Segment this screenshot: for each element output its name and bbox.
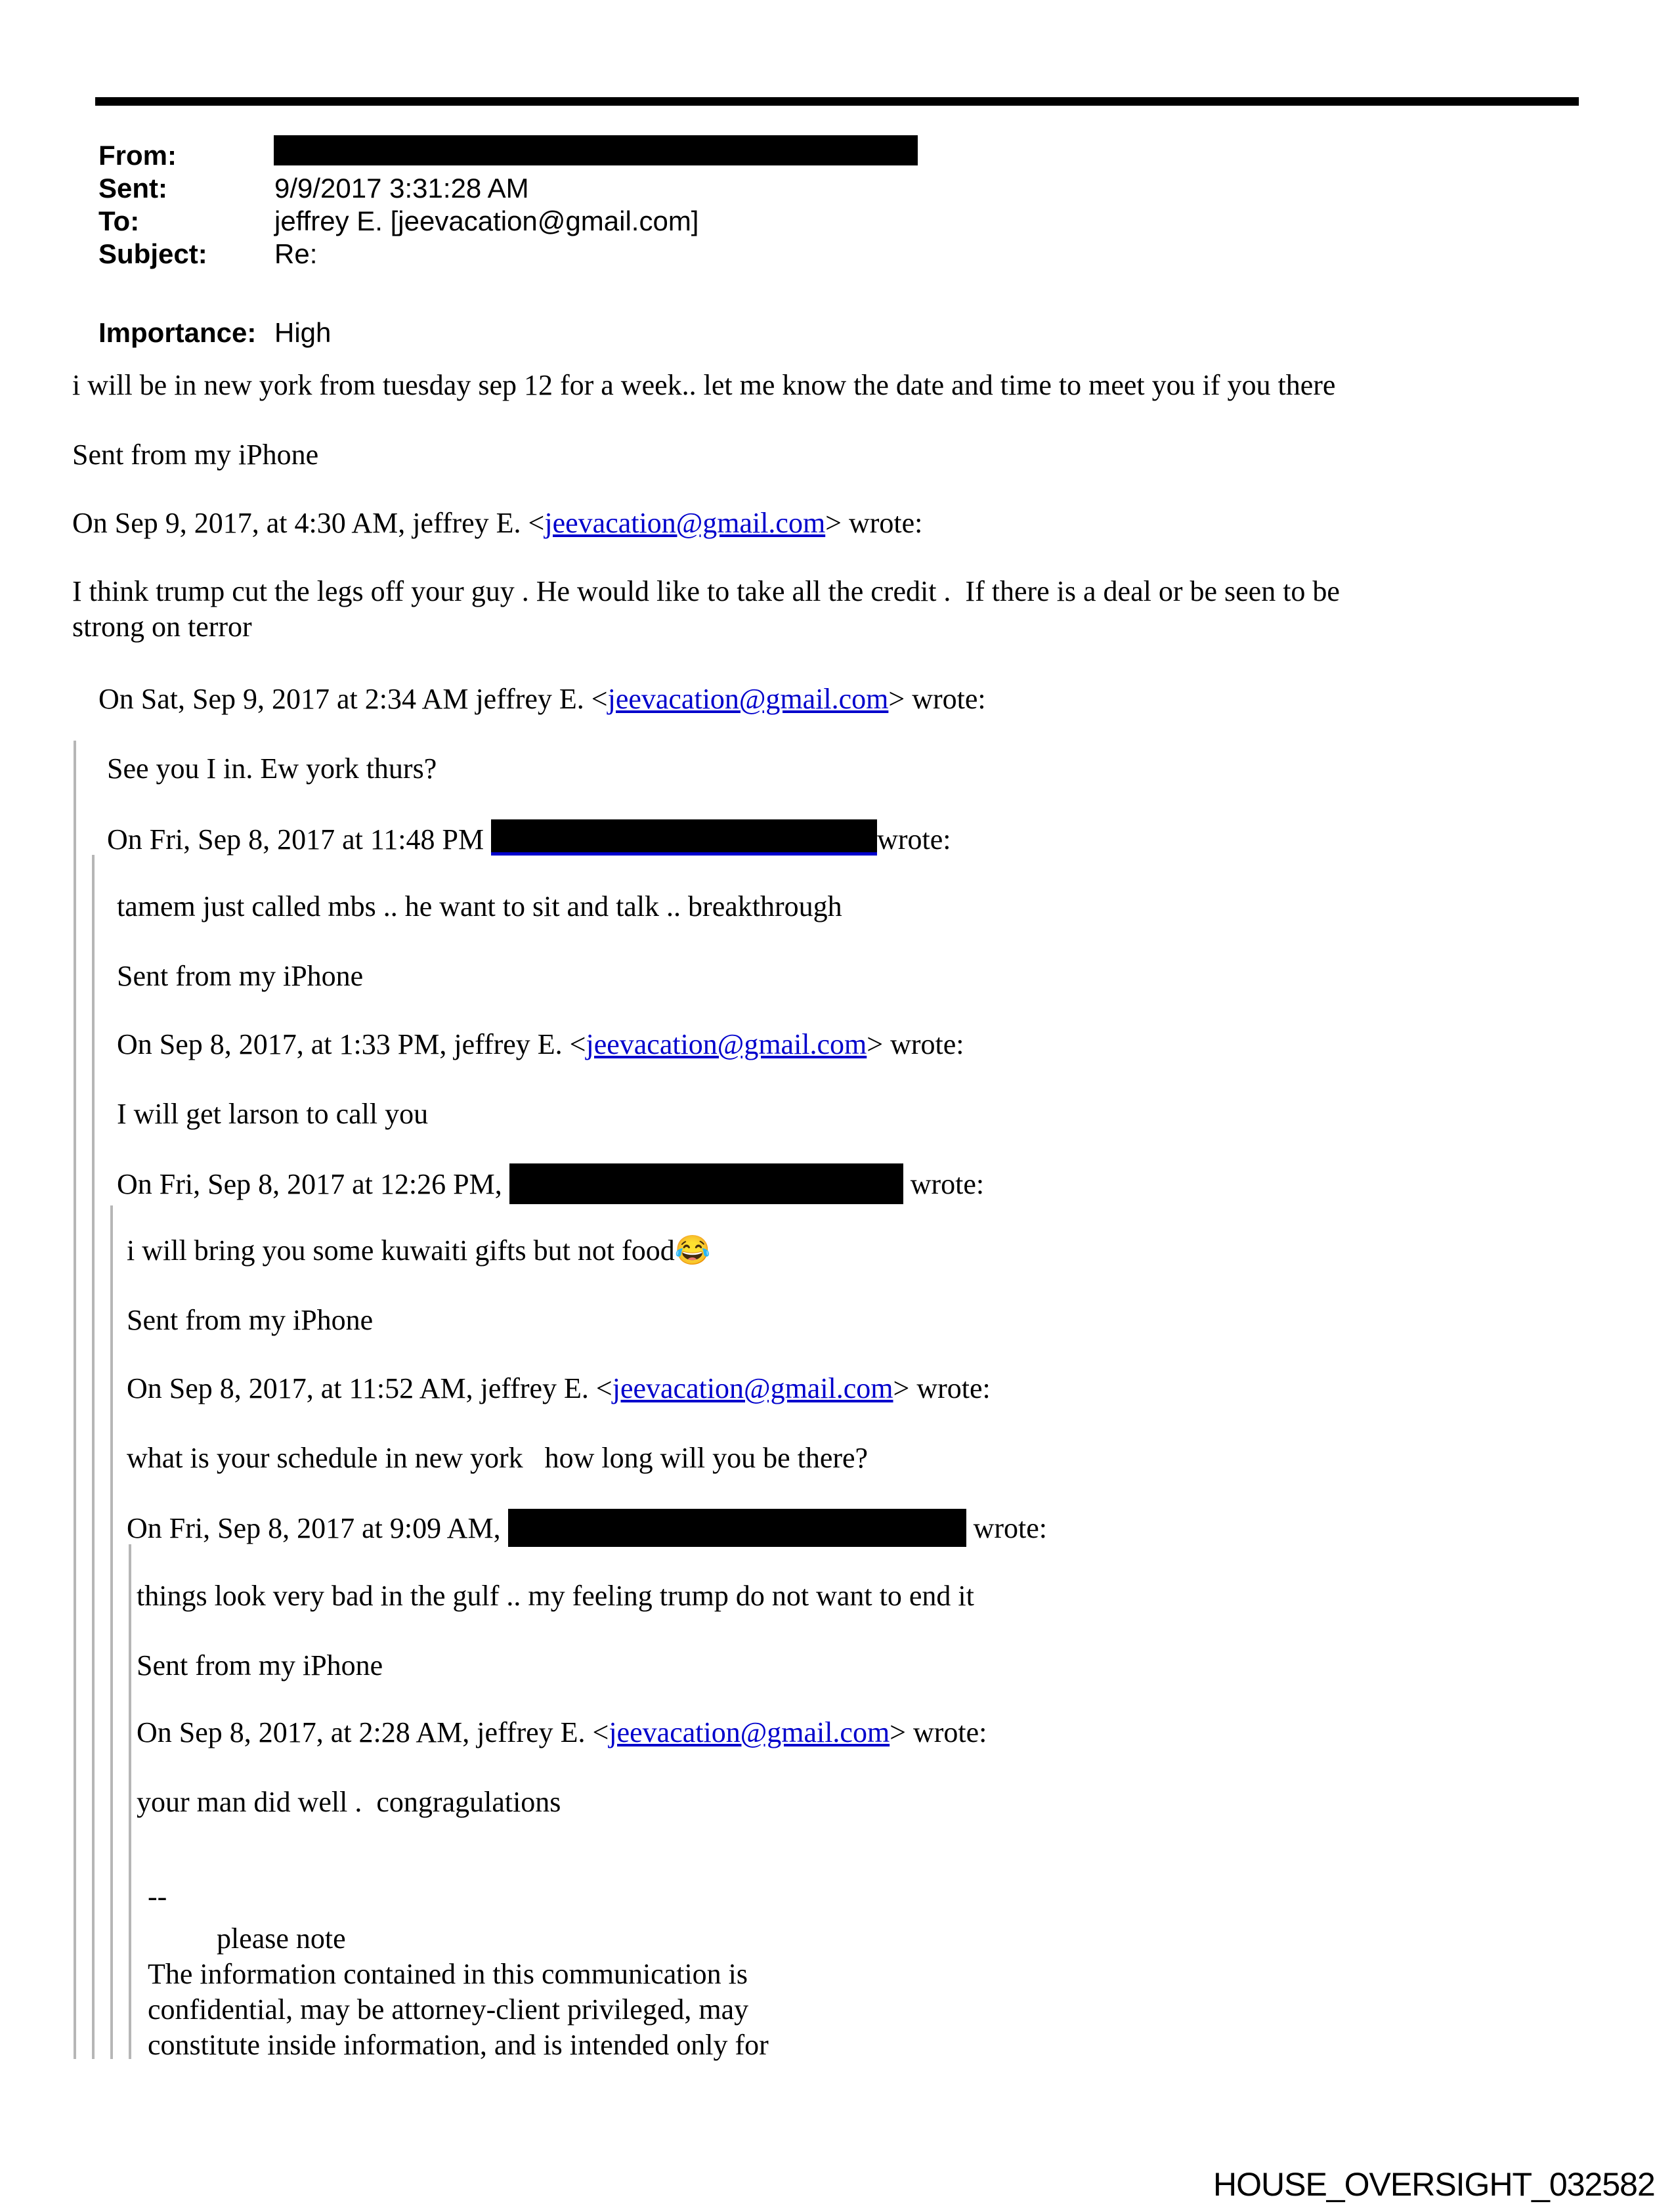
to-label: To: <box>98 206 140 236</box>
quote-header-1226pm <box>117 1163 984 1204</box>
quote-indent-line-2 <box>92 855 95 2059</box>
body-paragraph: i will be in new york from tuesday sep 12 for a week.. let me know the date and time to meet you if you there <box>72 369 1336 401</box>
wrote-label: wrote: <box>910 1168 985 1200</box>
body-paragraph: tamem just called mbs .. he want to sit and talk .. breakthrough <box>117 890 842 922</box>
wrote-label: wrote: <box>973 1512 1047 1544</box>
wrote-suffix: > wrote: <box>888 683 986 715</box>
email-link[interactable]: jeevacation@gmail.com <box>612 1372 893 1404</box>
quote-header-234am <box>98 682 986 717</box>
subject-label: Subject: <box>98 238 207 269</box>
signature-line: please note <box>217 1922 346 1955</box>
quote-header-1152am <box>127 1371 991 1406</box>
bates-number: HOUSE_OVERSIGHT_032582 <box>1213 2166 1655 2203</box>
header-divider <box>95 97 1579 106</box>
quote-indent-line-4 <box>129 1544 131 2059</box>
quote-header-prefix: On Fri, Sep 8, 2017 at 9:09 AM, <box>127 1512 508 1544</box>
body-paragraph: See you I in. Ew york thurs? <box>107 752 437 785</box>
wrote-suffix: > wrote: <box>867 1028 964 1060</box>
sent-label: Sent: <box>98 173 167 204</box>
sent-from-iphone: Sent from my iPhone <box>137 1649 383 1681</box>
quote-header-133pm <box>117 1027 964 1062</box>
wrote-label <box>966 1512 974 1544</box>
redaction-bar <box>508 1509 966 1547</box>
redaction-bar-from <box>274 135 918 165</box>
quote-header-prefix: On Sep 9, 2017, at 4:30 AM, jeffrey E. < <box>72 507 545 539</box>
body-paragraph: things look very bad in the gulf .. my feeling trump do not want to end it <box>137 1580 974 1612</box>
signature-line: confidential, may be attorney-client privileged, may <box>148 1993 749 2026</box>
sent-from-iphone: Sent from my iPhone <box>117 960 364 992</box>
quote-indent-line-3 <box>110 1205 113 2059</box>
body-paragraph: strong on terror <box>72 611 252 643</box>
signature-line: The information contained in this communication is <box>148 1958 748 1990</box>
signature-line: constitute inside information, and is intended only for <box>148 2029 769 2061</box>
email-link[interactable]: jeevacation@gmail.com <box>607 683 889 715</box>
wrote-label <box>903 1168 911 1200</box>
email-link[interactable]: jeevacation@gmail.com <box>544 507 826 539</box>
to-value: jeffrey E. [jeevacation@gmail.com] <box>274 206 699 236</box>
wrote-suffix: > wrote: <box>890 1716 987 1748</box>
body-paragraph: I will get larson to call you <box>117 1098 429 1130</box>
quote-header-prefix: On Sep 8, 2017, at 2:28 AM, jeffrey E. < <box>137 1716 609 1748</box>
email-link[interactable]: jeevacation@gmail.com <box>586 1028 867 1060</box>
body-paragraph: I think trump cut the legs off your guy . He would like to take all the credit . If there is a deal or be seen to be <box>72 575 1340 607</box>
quote-header-430am <box>72 506 922 541</box>
wrote-label: wrote: <box>877 823 951 856</box>
sent-from-iphone: Sent from my iPhone <box>72 439 319 471</box>
importance-label: Importance: <box>98 317 257 348</box>
signature-dashes: -- <box>148 1880 167 1913</box>
wrote-suffix: > wrote: <box>825 507 923 539</box>
quote-header-909am <box>127 1509 1047 1547</box>
email-link[interactable]: jeevacation@gmail.com <box>609 1716 890 1748</box>
subject-value: Re: <box>274 238 318 269</box>
quote-header-prefix: On Fri, Sep 8, 2017 at 12:26 PM, <box>117 1168 509 1200</box>
body-paragraph: what is your schedule in new york how long will you be there? <box>127 1442 869 1474</box>
sent-value: 9/9/2017 3:31:28 AM <box>274 173 529 204</box>
quote-header-1148pm <box>107 819 951 857</box>
redaction-bar <box>509 1163 903 1204</box>
body-paragraph: your man did well . congragulations <box>137 1786 561 1818</box>
from-label: From: <box>98 140 177 171</box>
redaction-bar <box>491 819 877 856</box>
wrote-suffix: > wrote: <box>893 1372 991 1404</box>
sent-from-iphone: Sent from my iPhone <box>127 1304 374 1336</box>
quote-header-prefix: On Sat, Sep 9, 2017 at 2:34 AM jeffrey E. < <box>98 683 608 715</box>
quote-header-228am <box>137 1715 987 1750</box>
quote-indent-line-1 <box>74 741 76 2059</box>
quote-header-prefix: On Fri, Sep 8, 2017 at 11:48 PM <box>107 823 492 856</box>
importance-value: High <box>274 317 332 348</box>
quote-header-prefix: On Sep 8, 2017, at 1:33 PM, jeffrey E. < <box>117 1028 586 1060</box>
body-paragraph: i will bring you some kuwaiti gifts but not food😂 <box>127 1234 711 1267</box>
quote-header-prefix: On Sep 8, 2017, at 11:52 AM, jeffrey E. < <box>127 1372 612 1404</box>
